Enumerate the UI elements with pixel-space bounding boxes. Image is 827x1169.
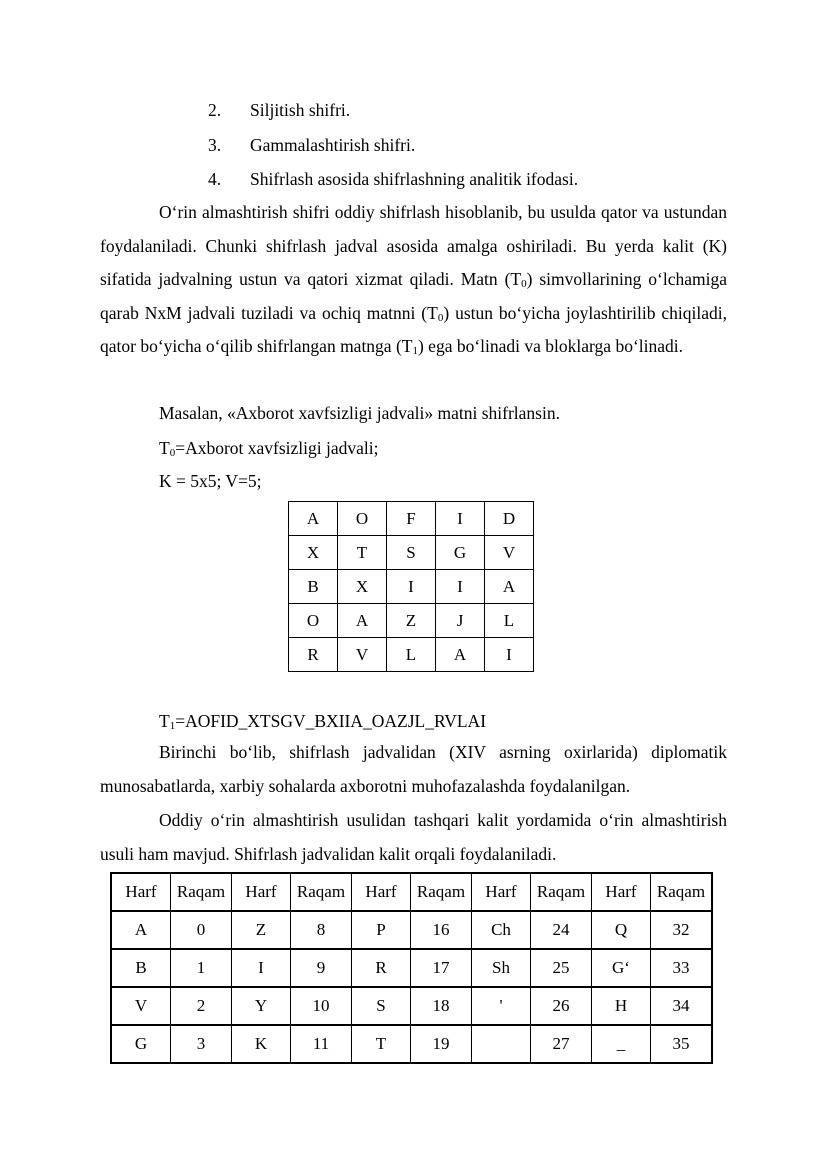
- table-header-cell: Raqam: [531, 873, 592, 911]
- table-cell: 34: [651, 987, 713, 1025]
- list-text: Gammalashtirish shifri.: [250, 135, 416, 155]
- grid-cell: O: [338, 502, 387, 536]
- list-text: Shifrlash asosida shifrlashning analitik ifodasi.: [250, 169, 579, 189]
- table-cell: Ch: [472, 911, 531, 949]
- table-cell: 11: [291, 1025, 352, 1063]
- list-item: [208, 167, 578, 191]
- table-cell: 32: [651, 911, 713, 949]
- table-cell: Y: [232, 987, 291, 1025]
- table-cell: 1: [171, 949, 232, 987]
- table-cell: 26: [531, 987, 592, 1025]
- grid-row: [289, 536, 534, 570]
- list-text: Siljitish shifri.: [250, 100, 351, 120]
- table-cell: 3: [171, 1025, 232, 1063]
- grid-cell: D: [485, 502, 534, 536]
- table-header-cell: Raqam: [171, 873, 232, 911]
- table-cell: 19: [411, 1025, 472, 1063]
- alphabet-table: [110, 872, 713, 1064]
- paragraph-history: Birinchi bo‘lib, shifrlash jadvalidan (XIV asrning oxirlarida) diplomatik munosabatlarda, xarbiy sohalarda axborotni muhofazalashda foydalanilgan.: [100, 742, 727, 796]
- table-header-cell: Harf: [232, 873, 291, 911]
- grid-row: [289, 638, 534, 672]
- table-cell: 17: [411, 949, 472, 987]
- paragraph-key-method: Oddiy o‘rin almashtirish usulidan tashqari kalit yordamida o‘rin almashtirish usuli ham mavjud. Shifrlash jadvalidan kalit orqali foydalaniladi.: [100, 810, 727, 864]
- grid-cell: F: [387, 502, 436, 536]
- grid-cell: Z: [387, 604, 436, 638]
- table-row: [111, 1025, 712, 1063]
- table-cell: T: [352, 1025, 411, 1063]
- grid-cell: A: [436, 638, 485, 672]
- grid-cell: T: [338, 536, 387, 570]
- grid-row: [289, 502, 534, 536]
- t1-line: $T_1=AOFID\_XTSGV\_BXIIA\_OAZJL\_RVLAI$: [159, 711, 487, 732]
- table-cell: B: [111, 949, 171, 987]
- t0-line: $T_0=Axborot$ xavfsizligi jadvali;: [159, 438, 379, 459]
- table-cell: G‘: [592, 949, 651, 987]
- cipher-grid: [288, 501, 534, 672]
- grid-cell: I: [387, 570, 436, 604]
- grid-cell: V: [338, 638, 387, 672]
- table-header-cell: Harf: [352, 873, 411, 911]
- grid-cell: J: [436, 604, 485, 638]
- table-cell: R: [352, 949, 411, 987]
- example-line: Masalan, «Axborot xavfsizligi jadvali» matni shifrlansin.: [159, 403, 560, 423]
- list-item: [208, 133, 415, 157]
- grid-cell: R: [289, 638, 338, 672]
- table-cell: 25: [531, 949, 592, 987]
- table-cell: P: [352, 911, 411, 949]
- table-header-cell: Raqam: [651, 873, 713, 911]
- table-cell: H: [592, 987, 651, 1025]
- table-header-cell: Raqam: [291, 873, 352, 911]
- grid-cell: I: [485, 638, 534, 672]
- table-row: [111, 949, 712, 987]
- grid-cell: L: [387, 638, 436, 672]
- grid-row: [289, 570, 534, 604]
- table-header-cell: Harf: [592, 873, 651, 911]
- key-line: K = 5x5; V=5;: [159, 471, 262, 491]
- table-cell: 2: [171, 987, 232, 1025]
- table-cell: G: [111, 1025, 171, 1063]
- table-cell: ': [472, 987, 531, 1025]
- grid-cell: I: [436, 502, 485, 536]
- table-cell: Q: [592, 911, 651, 949]
- grid-cell: G: [436, 536, 485, 570]
- grid-cell: L: [485, 604, 534, 638]
- paragraph-transposition: O‘rin almashtirish shifri oddiy shifrlash hisoblanib, bu usulda qator va ustundan foydalaniladi. Chunki shifrlash jadval asosida amalga oshiriladi. Bu yerda kalit (K) sifatida jadvalning ustun va qatori xizmat qiladi. Matn $(T_0)$ simvollarining o‘lchamiga qarab NxM jadvali tuziladi va ochiq matnni $(T_0)$ ustun bo‘yicha joylashtirilib chiqiladi, qator bo‘yicha o‘qilib shifrlangan matnga $(T_1)$ ega bo‘linadi va bloklarga bo‘linadi.: [100, 202, 727, 358]
- table-cell: K: [232, 1025, 291, 1063]
- table-cell: _: [592, 1025, 651, 1063]
- table-header-cell: Raqam: [411, 873, 472, 911]
- table-cell: 0: [171, 911, 232, 949]
- grid-row: [289, 604, 534, 638]
- grid-cell: S: [387, 536, 436, 570]
- table-cell: 16: [411, 911, 472, 949]
- table-cell: 18: [411, 987, 472, 1025]
- list-number: 2.: [208, 100, 222, 120]
- grid-cell: A: [338, 604, 387, 638]
- table-cell: Sh: [472, 949, 531, 987]
- table-cell: V: [111, 987, 171, 1025]
- table-cell: 10: [291, 987, 352, 1025]
- table-cell: 27: [531, 1025, 592, 1063]
- table-row: [111, 987, 712, 1025]
- table-cell: 8: [291, 911, 352, 949]
- grid-cell: O: [289, 604, 338, 638]
- table-cell: 33: [651, 949, 713, 987]
- table-cell: I: [232, 949, 291, 987]
- table-cell: 35: [651, 1025, 713, 1063]
- table-row: [111, 911, 712, 949]
- table-cell: [472, 1025, 531, 1063]
- list-number: 3.: [208, 135, 222, 155]
- list-item: [208, 98, 350, 122]
- grid-cell: I: [436, 570, 485, 604]
- table-cell: S: [352, 987, 411, 1025]
- table-cell: Z: [232, 911, 291, 949]
- grid-cell: A: [485, 570, 534, 604]
- table-cell: 9: [291, 949, 352, 987]
- grid-cell: X: [289, 536, 338, 570]
- table-cell: 24: [531, 911, 592, 949]
- grid-cell: B: [289, 570, 338, 604]
- grid-cell: X: [338, 570, 387, 604]
- grid-cell: A: [289, 502, 338, 536]
- table-header-cell: Harf: [472, 873, 531, 911]
- table-header-cell: Harf: [111, 873, 171, 911]
- table-cell: A: [111, 911, 171, 949]
- list-number: 4.: [208, 169, 222, 189]
- grid-cell: V: [485, 536, 534, 570]
